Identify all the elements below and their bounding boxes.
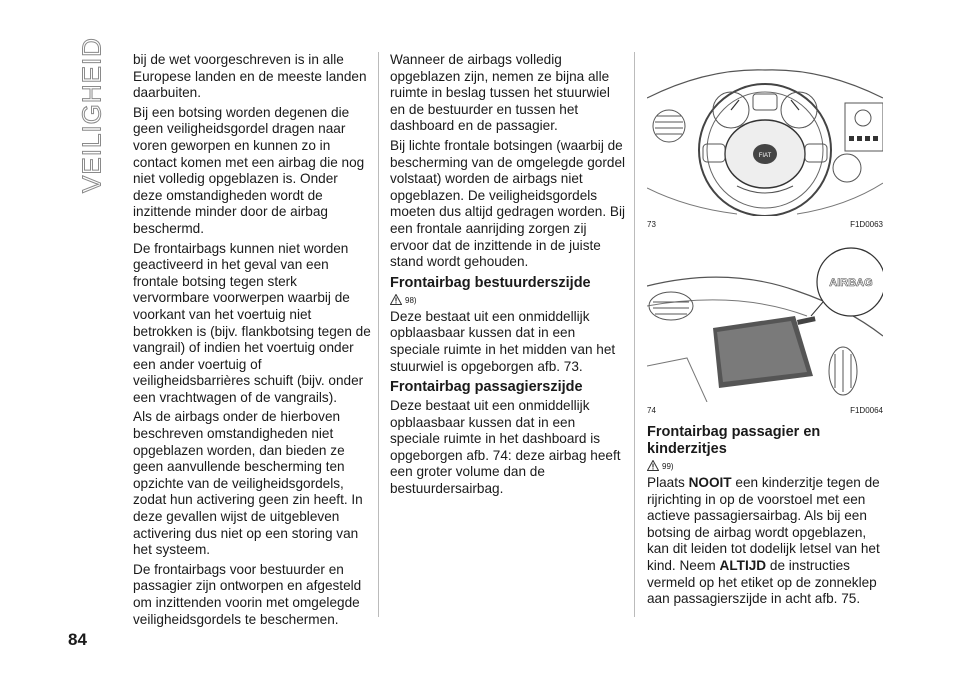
paragraph: Deze bestaat uit een onmiddellijk opblaasbaar kussen dat in een speciale ruimte in het midden van het stuurwiel is opgeborgen afb. 73.: [390, 308, 616, 374]
text-run: een kinderzitje tegen de rijrichting in op de voorstoel met een actieve passagiersairbag. Als bij een botsing de airbag wordt opgeblazen, kan dit leiden tot dodelijk letsel van het kind. Neem: [647, 475, 880, 573]
figure-caption: [647, 403, 883, 420]
text-column-2: [390, 52, 626, 501]
figure-dashboard-airbag: [647, 246, 883, 414]
figure-number: 74: [647, 406, 656, 415]
warning-ref-number: 98): [405, 295, 417, 305]
emphasis-always: ALTIJD: [719, 557, 767, 573]
figure-steering-wheel: [647, 58, 883, 228]
section-heading-passenger-airbag: Frontairbag passagierszijde: [390, 379, 583, 396]
svg-text:FIAT: FIAT: [758, 153, 772, 159]
figure-number: 73: [647, 220, 656, 229]
paragraph: Als de airbags onder de hierboven beschreven omstandigheden niet opgeblazen worden, dan bieden ze geen aanvullende bescherming ten opzichte van de veiligheidsgordels, zodat hun activering geen zin heeft. In deze gevallen wijst de uitgebleven activering dus niet op een storing van het systeem.: [133, 409, 363, 558]
text-column-1: [133, 52, 371, 631]
steering-wheel-illustration: [647, 58, 883, 216]
warning-icon: [390, 294, 402, 305]
text-run: Plaats: [647, 475, 689, 490]
paragraph: Bij lichte frontale botsingen (waarbij de bescherming van de omgelegde gordel volstaat) worden de airbags niet opgeblazen. De veiligheidsgordels moeten dus altijd gedragen worden. Bij een frontale aanrijding zorgen zij ervoor dat de inzittende in de juiste stand wordt gehouden.: [390, 137, 626, 270]
warning-icon: [647, 460, 659, 471]
column-divider: [378, 52, 379, 617]
paragraph: bij de wet voorgeschreven is in alle Europese landen en de meeste landen daarbuiten.: [133, 52, 367, 101]
section-heading-driver-airbag: Frontairbag bestuurderszijde: [390, 274, 591, 291]
emphasis-never: NOOIT: [688, 475, 732, 490]
figure-caption: [647, 217, 883, 234]
column-divider: [634, 52, 635, 617]
warning-reference: [647, 460, 883, 471]
figure-code: F1D0063: [850, 220, 883, 229]
paragraph: De frontairbags voor bestuurder en passagier zijn ontworpen en afgesteld om inzittenden voorin met omgelegde veiligheidsgordels te beschermen.: [133, 561, 362, 627]
paragraph: [647, 475, 883, 608]
figure-code: F1D0064: [850, 406, 883, 415]
warning-reference: [390, 294, 626, 305]
text-column-3: [647, 52, 883, 611]
dashboard-airbag-illustration: [647, 246, 883, 402]
airbag-label: AIRBAG: [829, 277, 873, 289]
paragraph: Wanneer de airbags volledig opgeblazen zijn, nemen ze bijna alle ruimte in beslag tussen het stuurwiel en de bestuurder en tussen het dashboard en de passagier.: [390, 52, 610, 134]
section-heading-child-seats: Frontairbag passagier en kinderzitjes: [647, 424, 821, 457]
paragraph: Deze bestaat uit een onmiddellijk opblaasbaar kussen dat in een speciale ruimte in het dashboard is opgeborgen afb. 74: deze airbag heeft een groter volume dan de bestuurdersairbag.: [390, 398, 621, 497]
section-tab: [62, 37, 122, 193]
page-number: 84: [68, 630, 87, 649]
paragraph: De frontairbags kunnen niet worden geactiveerd in het geval van een frontale botsing tegen sterk vervormbare voorwerpen waarbij de voorkant van het voertuig niet betrokken is (bijv. flankbotsing tegen de vangrail) of indien het voertuig onder een ander voertuig of veiligheidsbarrières schuift (bijv. onder een vrachtwagen of de vangrails).: [133, 240, 371, 405]
paragraph: Bij een botsing worden degenen die geen veiligheidsgordel dragen naar voren geworpen en kunnen zo in contact komen met een airbag die nog niet volledig opgeblazen is. Onder deze omstandigheden wordt de inzittende minder door de airbag beschermd.: [133, 104, 365, 236]
warning-ref-number: 99): [662, 462, 674, 471]
text-run: de instructies vermeld op het etiket op de zonneklep aan passagierszijde in acht afb. 75.: [647, 557, 877, 607]
section-tab-label: VEILIGHEID: [76, 37, 107, 193]
